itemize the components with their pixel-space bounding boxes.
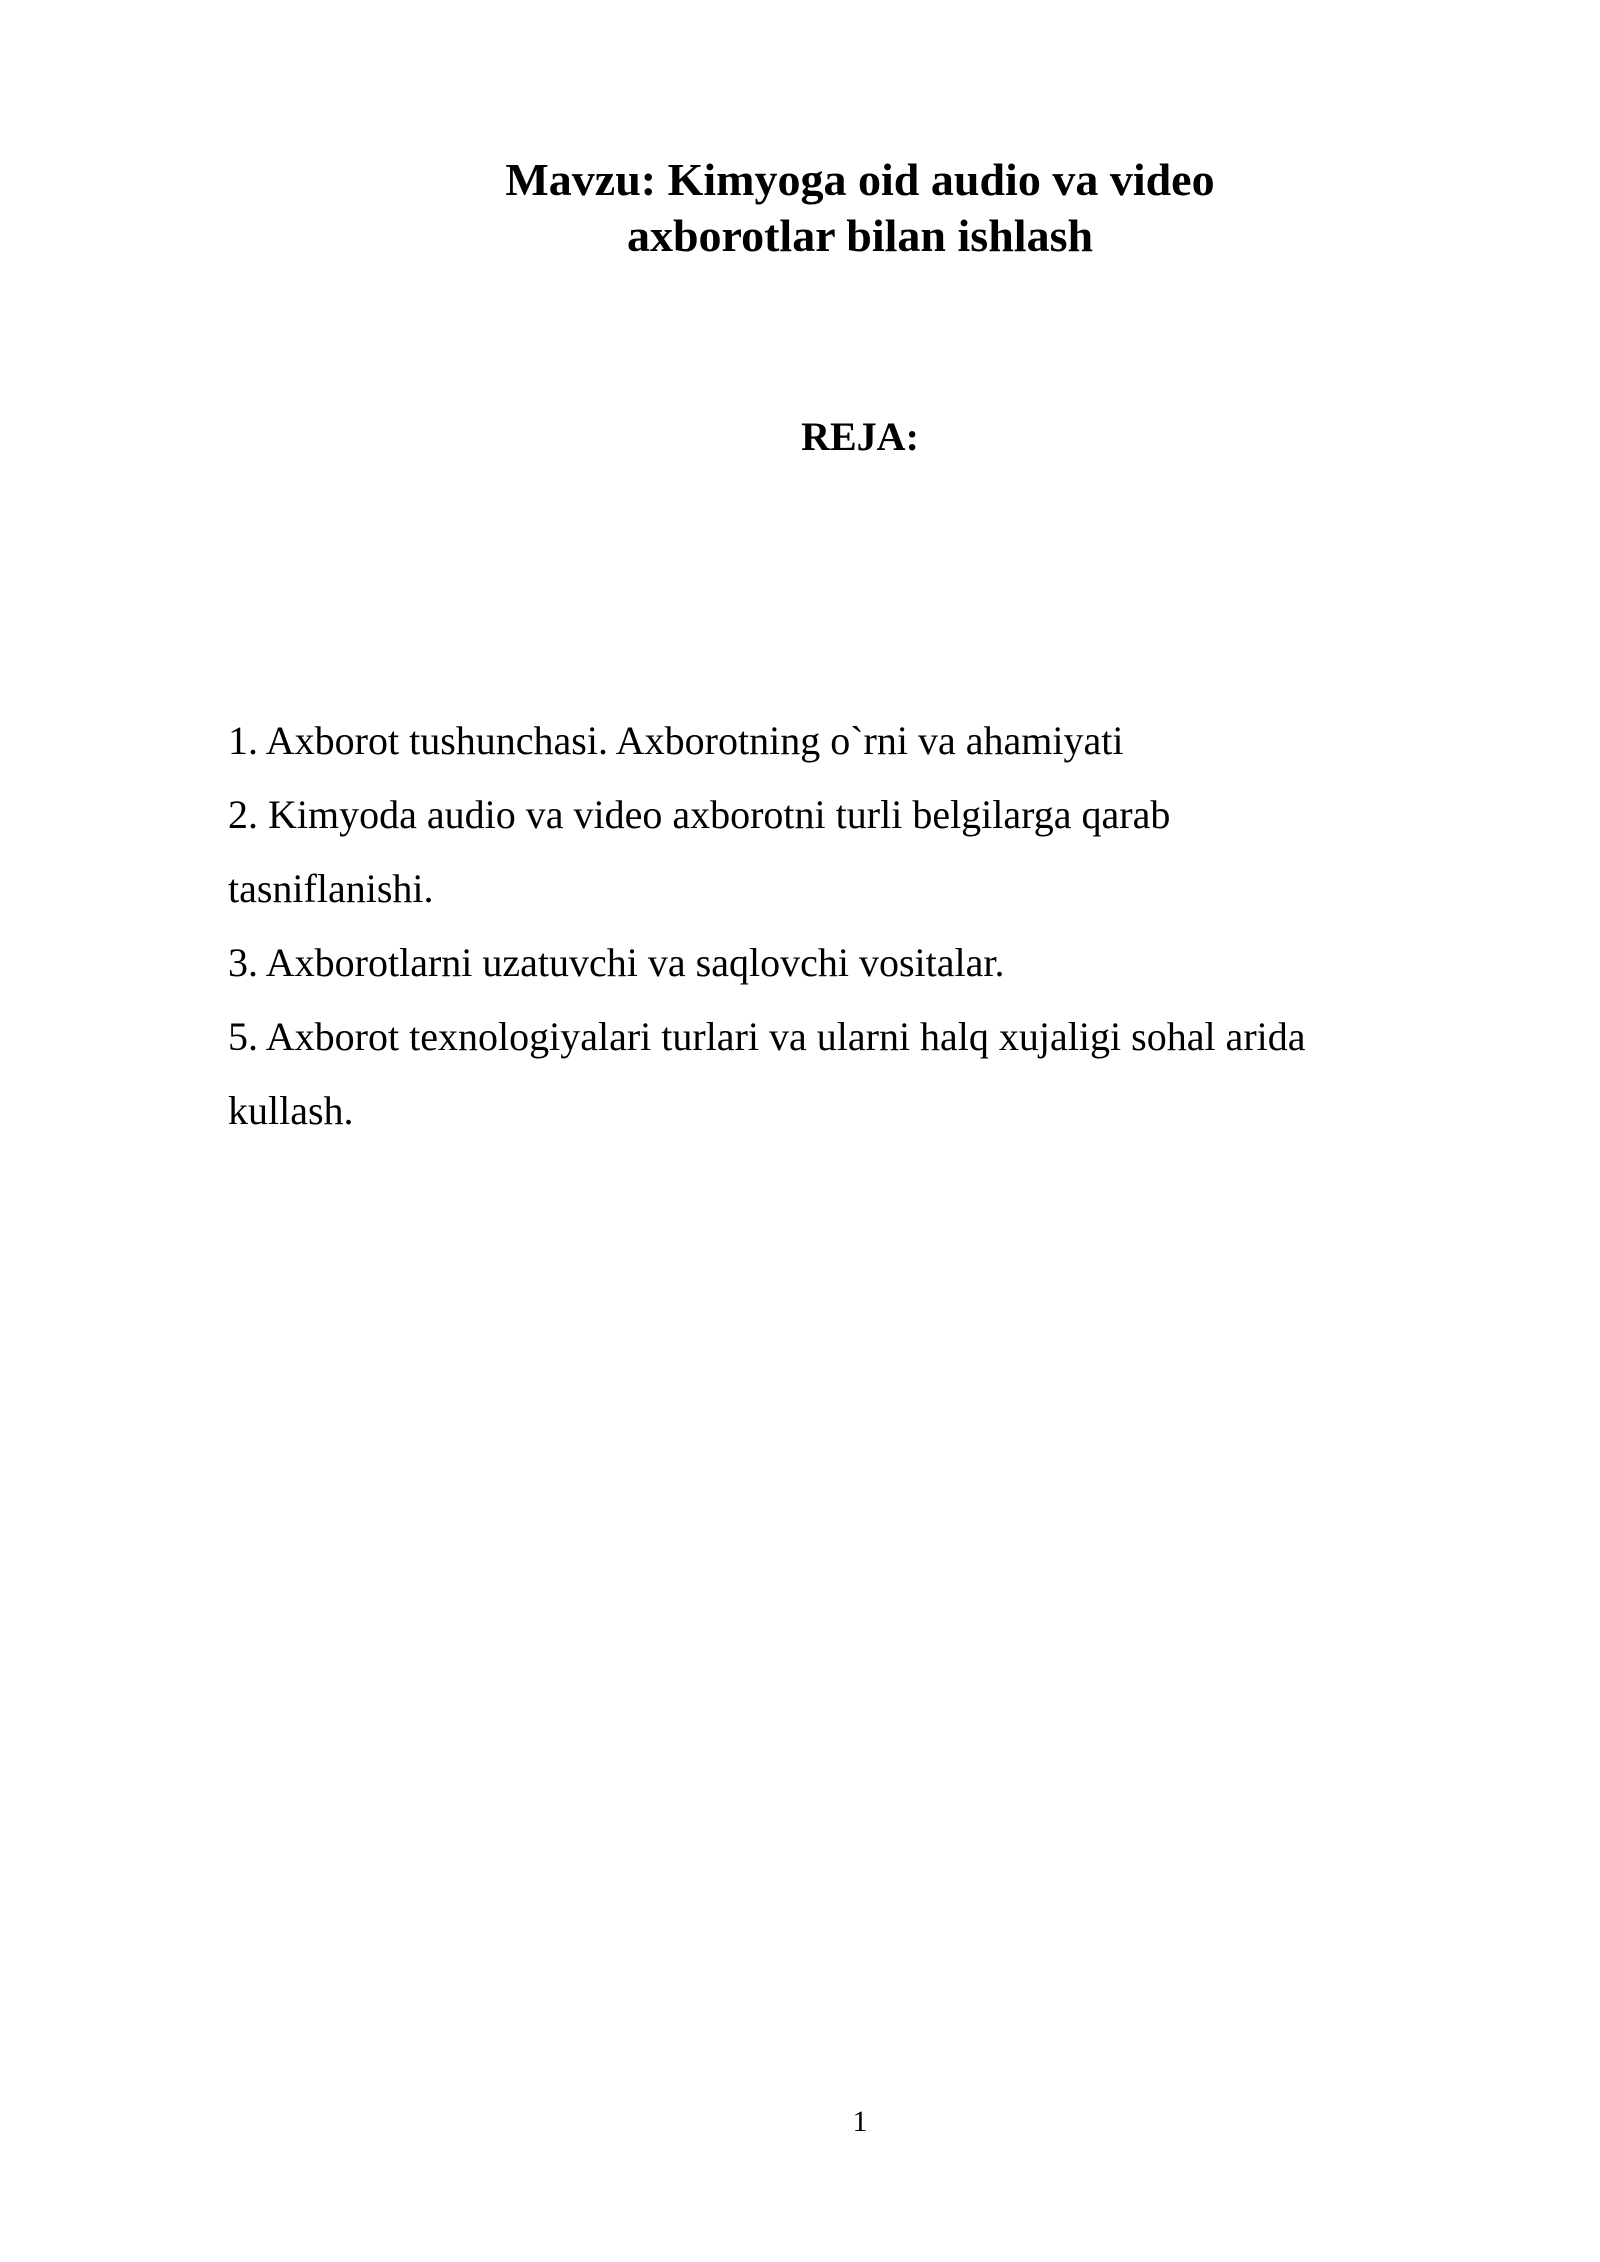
plan-item-1: 1. Axborot tushunchasi. Axborotning o`rni va ahamiyati [228, 718, 1124, 763]
plan-item-3: 3. Axborotlarni uzatuvchi va saqlovchi vositalar. [228, 940, 1005, 985]
page-number: 1 [852, 2105, 868, 2138]
plan-item-5: 5. Axborot texnologiyalari turlari va ularni halq xujaligi sohal arida [228, 1014, 1306, 1059]
plan-item-2: 2. Kimyoda audio va video axborotni turli belgilarga qarab [228, 792, 1171, 837]
plan-heading: REJA: [801, 414, 919, 459]
plan-list [228, 704, 1408, 1148]
page-title-line-1: Mavzu: Kimyoga oid audio va video [505, 154, 1215, 205]
page-title-line-2: axborotlar bilan ishlash [626, 210, 1094, 261]
plan-item-2-continued: tasniflanishi. [228, 866, 434, 911]
plan-item-5-continued: kullash. [228, 1088, 354, 1133]
page-title [360, 152, 1360, 264]
